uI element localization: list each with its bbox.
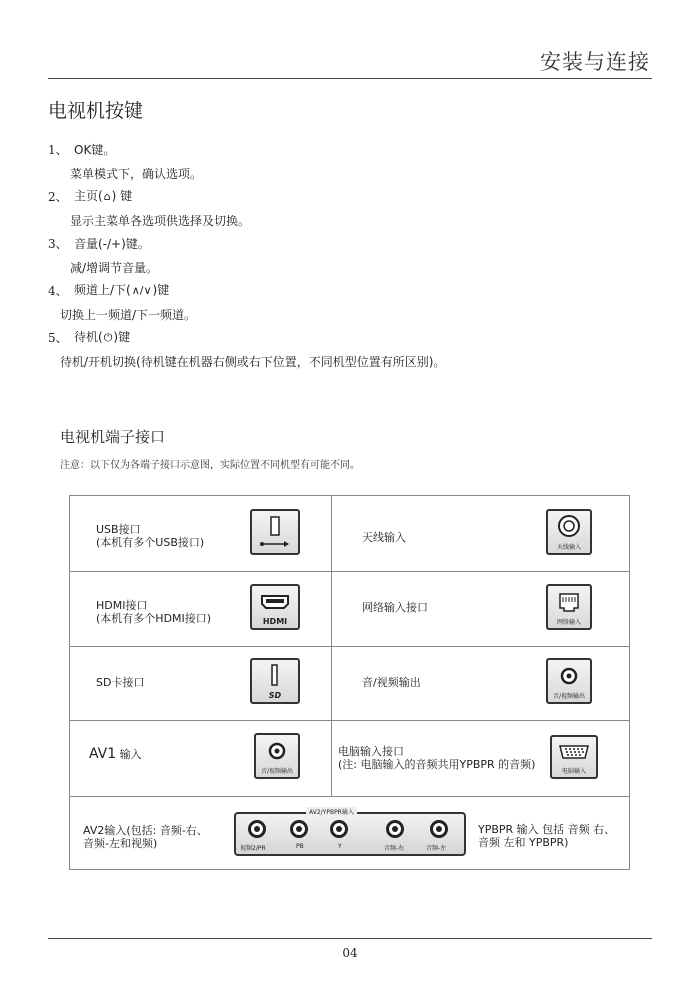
page-number: 04 [342,946,358,960]
y-jack-icon [330,820,348,838]
jack-label: Y [338,843,342,850]
chevron-up-down-icon: ∧/∨ [131,284,152,297]
network-label: 网络输入接口 [362,601,428,614]
hdmi-label: HDMI接口 (本机有多个HDMI接口) [96,599,212,625]
home-icon: ⌂ [103,190,111,203]
av1-label: AV1 输入 [89,746,142,762]
section-title: 电视机按键 [48,100,144,122]
key-title: 待机(⏻)键 [74,330,131,344]
av1-port-icon [254,733,300,779]
sd-icon-caption: SD [268,691,282,700]
table-divider [70,720,629,721]
key-number: 4、 [48,283,68,298]
key-description: 待机/开机切换(待机键在机器右侧或右下位置，不同机型位置有所区别)。 [60,354,446,369]
header-divider [48,78,652,79]
key-description: 减/增调节音量。 [70,260,159,275]
page-header-title: 安装与连接 [540,50,650,74]
power-icon: ⏻ [103,331,113,344]
tv-keys-list [48,138,658,373]
vga-port-icon [550,735,598,779]
key-description: 显示主菜单各选项供选择及切换。 [70,213,251,228]
ports-table [69,495,630,870]
table-divider [70,796,629,797]
key-item-channel [48,279,658,326]
table-divider [70,646,629,647]
antenna-icon-caption: 天线输入 [556,544,581,551]
table-divider [70,571,629,572]
antenna-port-icon [546,509,592,555]
sd-label: SD卡接口 [96,676,145,689]
av-out-port-icon [546,658,592,704]
av-out-icon-caption: 音/视频输出 [552,693,586,700]
pb-jack-icon [290,820,308,838]
jack-label: 音频-左 [426,845,447,852]
antenna-label: 天线输入 [362,531,406,544]
network-port-icon [546,584,592,630]
av-out-label: 音/视频输出 [362,676,421,689]
av1-icon-caption: 音/视频输出 [260,768,294,775]
hdmi-port-icon [250,584,300,630]
key-item-home [48,185,658,232]
key-description: 菜单模式下，确认选项。 [70,166,203,181]
sd-port-icon [250,658,300,704]
key-title: 频道上/下(∧/∨)键 [74,283,170,297]
key-number: 3、 [48,236,68,251]
ports-note: 注意：以下仅为各端子接口示意图，实际位置不同机型有可能不同。 [60,460,360,471]
jack-label: PB [296,843,304,850]
jack-label: 视频2/PR [240,845,266,852]
key-title: 音量(-/+)键。 [74,236,150,251]
ports-section-title: 电视机端子接口 [60,428,166,446]
key-item-standby [48,326,658,373]
usb-label: USB接口 (本机有多个USB接口) [96,523,205,549]
key-number: 5、 [48,330,68,345]
key-title: OK键。 [74,142,116,157]
pc-label: 电脑输入接口 (注: 电脑输入的音频共用YPBPR 的音频) [338,745,536,771]
audio-left-jack-icon [430,820,448,838]
av2-label: AV2输入(包括: 音频-右、 音频-左和视频) [83,824,208,850]
jack-label: 音频-右 [384,845,405,852]
key-description: 切换上一频道/下一频道。 [60,307,197,322]
video2-pr-jack-icon [248,820,266,838]
key-number: 1、 [48,142,68,157]
key-title: 主页(⌂) 键 [74,189,133,203]
key-number: 2、 [48,189,68,204]
hdmi-icon-caption: HDMI [262,617,288,626]
key-item-volume [48,232,658,279]
network-icon-caption: 网络输入 [556,619,581,626]
key-item-ok [48,138,658,185]
footer-divider [48,938,652,939]
usb-port-icon [250,509,300,555]
audio-right-jack-icon [386,820,404,838]
pc-icon-caption: 电脑输入 [561,768,586,775]
av2-panel-title: AV2/YPBPR输入 [306,807,357,816]
ypbpr-label: YPBPR 输入 包括 音频 右、 音频 左和 YPBPR) [478,823,616,849]
av2-ypbpr-panel [234,809,466,856]
